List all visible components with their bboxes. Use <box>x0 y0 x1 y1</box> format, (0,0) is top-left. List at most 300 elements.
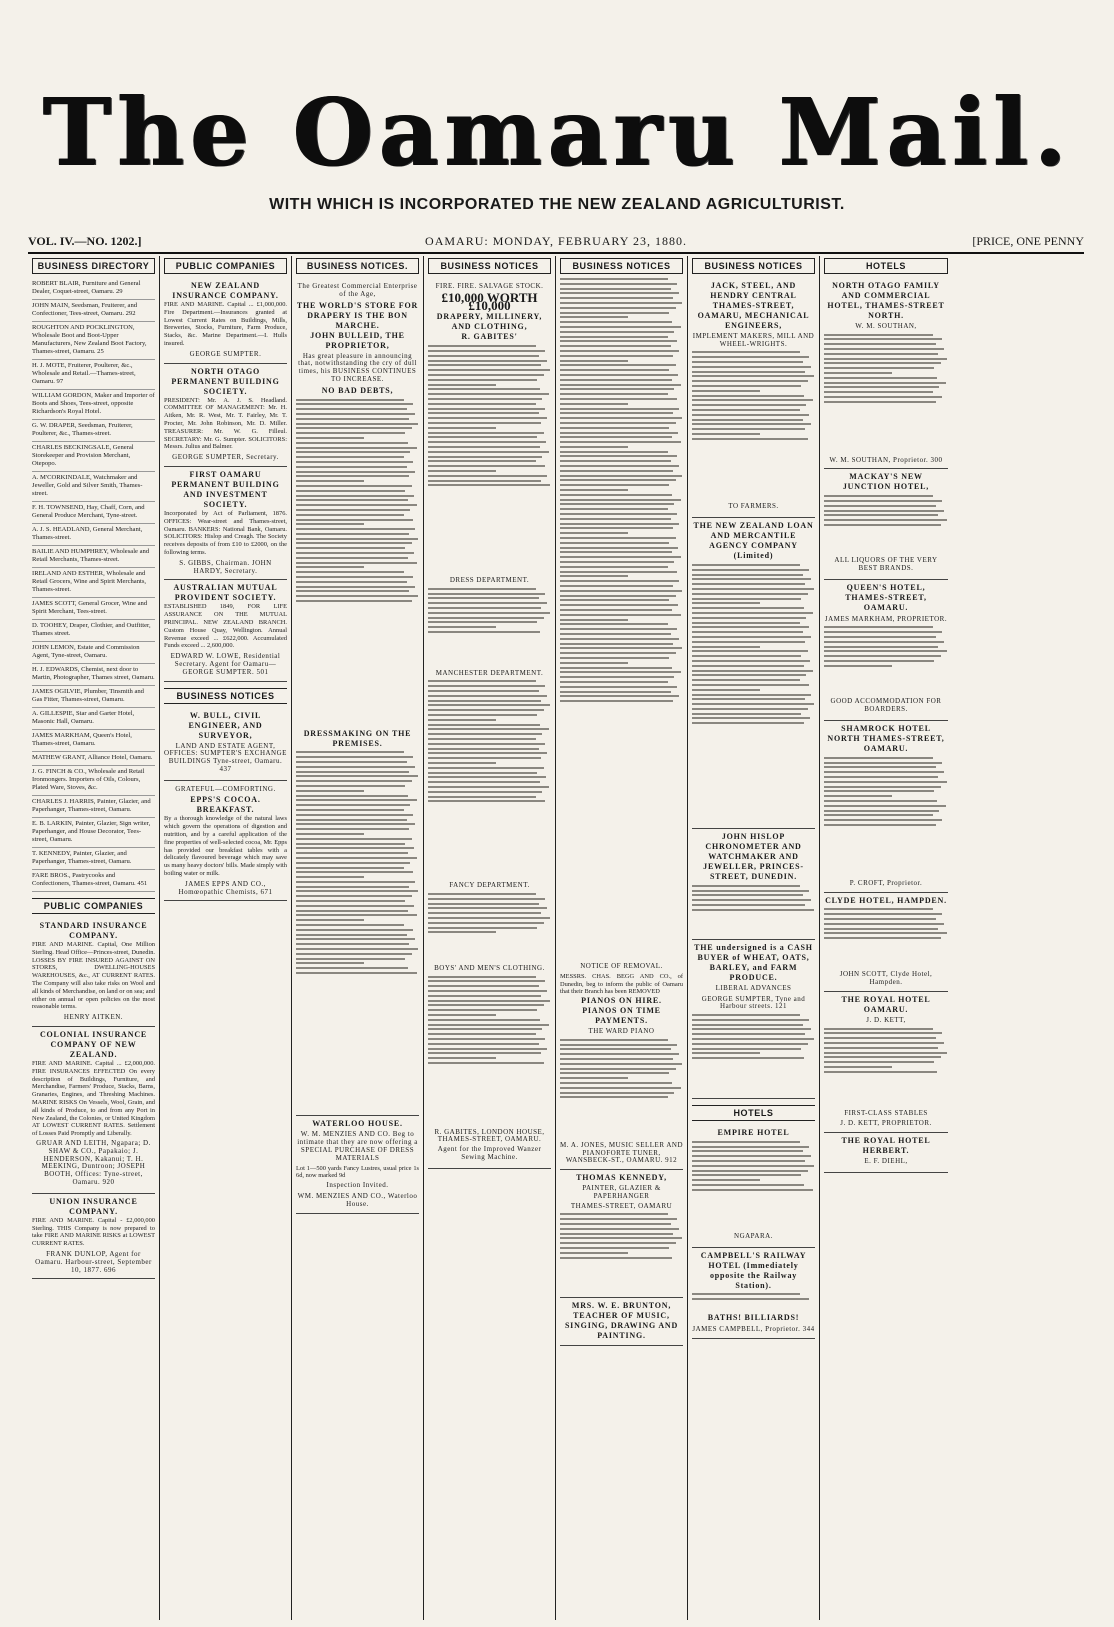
print-line <box>692 655 801 657</box>
print-line <box>428 388 540 390</box>
print-line <box>692 665 804 667</box>
print-line <box>428 460 536 462</box>
print-line <box>824 650 947 652</box>
campbells-hotel-ad <box>692 1248 815 1340</box>
print-line <box>428 398 542 400</box>
ad-text-block <box>296 399 419 729</box>
ad-lot: Lot 1—500 yards Fancy Lustres, usual price 1s 6d, now marked 9d <box>296 1164 419 1180</box>
ad-signature: GEORGE SUMPTER, Tyne and Harbour streets. 121 <box>701 994 806 1011</box>
print-line <box>692 1052 760 1054</box>
print-line <box>824 343 936 345</box>
print-line <box>428 626 496 628</box>
print-line <box>428 470 496 472</box>
print-line <box>692 1141 800 1143</box>
print-line <box>296 595 418 597</box>
print-line <box>824 786 941 788</box>
ad-text-block <box>824 626 948 696</box>
ad-proprietor: W. M. SOUTHAN, <box>855 322 917 330</box>
print-line <box>824 1042 944 1044</box>
ad-text-block <box>692 564 815 824</box>
print-line <box>560 374 678 376</box>
print-line <box>296 958 405 960</box>
print-line <box>428 917 550 919</box>
print-line <box>560 312 669 314</box>
ad-title: EMPIRE HOTEL <box>717 1127 790 1137</box>
ad-signature: JOHN SCOTT, Clyde Hotel, Hampden. <box>839 970 933 987</box>
print-line <box>824 665 892 667</box>
ad-signature: S. GIBBS, Chairman. JOHN HARDY, Secretary. <box>179 558 272 575</box>
ad-subhead: TO FARMERS. <box>728 502 779 511</box>
print-line <box>692 574 803 576</box>
print-line <box>428 597 539 599</box>
print-line <box>692 409 800 411</box>
ad-caption: FIRE. FIRE. SALVAGE STOCK. <box>435 282 544 290</box>
print-line <box>560 676 674 678</box>
print-line <box>428 379 537 381</box>
print-line <box>296 504 417 506</box>
print-line <box>824 655 941 657</box>
print-line <box>560 278 668 280</box>
ad-subhead: DRESSMAKING ON THE PREMISES. <box>303 728 412 748</box>
ad-subhead: BOYS' AND MEN'S CLOTHING. <box>434 963 545 972</box>
hislop-watchmaker-ad <box>692 829 815 940</box>
print-line <box>296 814 413 816</box>
ad-text-block <box>824 908 948 968</box>
print-line <box>296 557 408 559</box>
print-line <box>560 417 682 419</box>
print-line <box>560 336 668 338</box>
print-line <box>560 652 676 654</box>
print-line <box>692 636 811 638</box>
print-line <box>296 475 409 477</box>
ad-text-block <box>824 495 948 555</box>
print-line <box>428 1048 547 1050</box>
print-line <box>560 427 669 429</box>
waterloo-house-ad <box>296 1116 419 1213</box>
masthead <box>0 0 1114 240</box>
print-line <box>692 351 800 353</box>
print-line <box>824 1056 941 1058</box>
print-line <box>428 1014 496 1016</box>
print-line <box>692 698 805 700</box>
print-line <box>692 569 809 571</box>
print-line <box>428 456 542 458</box>
section-heading: PUBLIC COMPANIES <box>32 898 155 914</box>
print-line <box>692 641 805 643</box>
print-line <box>692 904 805 906</box>
ad-signature: FRANK DUNLOP, Agent for Oamaru. Harbour-street, September 10, 1877. 696 <box>35 1249 152 1274</box>
print-line <box>824 382 946 384</box>
print-line <box>296 843 405 845</box>
print-line <box>296 590 409 592</box>
print-line <box>824 386 939 388</box>
print-line <box>428 475 547 477</box>
ad-signature: M. A. JONES, MUSIC SELLER AND PIANOFORTE TUNER, WANSBECK-ST., OAMARU. 912 <box>560 1140 684 1165</box>
print-line <box>560 288 671 290</box>
ad-subhead: PIANOS ON TIME PAYMENTS. <box>582 1006 661 1026</box>
ad-body: LAND AND ESTATE AGENT, OFFICES: SUMPTER'S EXCHANGE BUILDINGS Tyne-street, Oamaru. 437 <box>164 741 287 773</box>
print-line <box>692 390 760 392</box>
print-line <box>824 805 946 807</box>
print-line <box>296 418 409 420</box>
print-line <box>428 1024 549 1026</box>
print-line <box>824 776 938 778</box>
print-line <box>296 499 408 501</box>
ad-title: CLYDE HOTEL, HAMPDEN. <box>825 895 947 905</box>
print-line <box>692 564 800 566</box>
print-line <box>296 809 404 811</box>
ad-text-block <box>824 1028 948 1108</box>
ad-title: CAMPBELL'S RAILWAY HOTEL (Immediately opposite the Railway Station). <box>700 1250 807 1290</box>
print-line <box>560 479 676 481</box>
print-line <box>560 494 672 496</box>
print-line <box>824 372 892 374</box>
print-line <box>296 538 418 540</box>
ad-text-block <box>692 885 815 935</box>
ad-signature: W. M. SOUTHAN, Proprietor. 300 <box>829 455 943 464</box>
print-line <box>692 1298 809 1300</box>
print-line <box>296 785 405 787</box>
print-line <box>560 1257 672 1259</box>
directory-entry: FARE BROS., Pastrycooks and Confectioners, Thames-street, Oamaru. 451 <box>32 870 155 892</box>
print-line <box>692 617 806 619</box>
ad-title: THE ROYAL HOTEL HERBERT. <box>841 1136 931 1156</box>
ad-signature: HENRY AITKEN. <box>63 1013 124 1022</box>
ad-signature: J. D. KETT, PROPRIETOR. <box>840 1119 932 1128</box>
print-line <box>692 885 800 887</box>
print-line <box>824 495 933 497</box>
directory-entry: WILLIAM GORDON, Maker and Importer of Boots and Shoes, Tees-street, opposite Richardson's Royal Hotel. <box>32 390 155 420</box>
print-line <box>428 912 541 914</box>
print-line <box>824 338 942 340</box>
print-line <box>428 355 539 357</box>
ad-subhead: FANCY DEPARTMENT. <box>449 881 530 890</box>
print-line <box>296 910 408 912</box>
print-line <box>692 1019 809 1021</box>
print-line <box>692 598 801 600</box>
directory-entry: JAMES SCOTT, General Grocer, Wine and Spirit Merchant, Tees-street. <box>32 598 155 620</box>
print-line <box>560 671 681 673</box>
print-line <box>560 408 679 410</box>
ad-subhead: FIRST-CLASS STABLES <box>844 1108 928 1117</box>
print-line <box>824 937 941 939</box>
print-line <box>428 427 496 429</box>
print-line <box>560 1252 628 1254</box>
print-line <box>692 1043 808 1045</box>
section-heading: BUSINESS NOTICES <box>164 688 287 704</box>
print-line <box>560 585 673 587</box>
standard-insurance-ad <box>32 918 155 1027</box>
directory-entry: A. GILLESPIE, Star and Garter Hotel, Masonic Hall, Oamaru. <box>32 708 155 730</box>
print-line <box>692 684 809 686</box>
print-line <box>560 633 671 635</box>
directory-entry: ROUGHTON AND POCKLINGTON, Wholesale Boot and Boot-Upper Manufacturers, New Zealand Boot Factory, Thames-street, Oamaru. 25 <box>32 322 155 360</box>
print-line <box>560 1242 676 1244</box>
print-line <box>560 566 668 568</box>
print-line <box>560 691 671 693</box>
print-line <box>428 1062 544 1064</box>
print-line <box>560 345 671 347</box>
print-line <box>824 510 944 512</box>
print-line <box>560 470 673 472</box>
print-line <box>428 1000 550 1002</box>
print-line <box>428 786 549 788</box>
ad-body: W. M. MENZIES AND CO. Beg to intimate that they are now offering a SPECIAL PURCHASE OF DRESS MATERIALS <box>297 1130 418 1162</box>
print-line <box>428 1038 545 1040</box>
ad-text-block <box>824 334 948 454</box>
print-line <box>296 867 404 869</box>
print-line <box>560 619 628 621</box>
print-line <box>692 1155 811 1157</box>
print-line <box>560 1092 674 1094</box>
ad-text-block <box>296 751 419 1111</box>
directory-entry: J. G. FINCH & CO., Wholesale and Retail Ironmongers. Importers of Oils, Colours, Plated Ware, Stoves, &c. <box>32 766 155 796</box>
print-line <box>428 733 542 735</box>
print-line <box>824 505 936 507</box>
print-line <box>824 660 934 662</box>
ad-proprietor: E. F. DIEHL, <box>864 1157 908 1166</box>
ad-proprietor: JAMES MARKHAM, PROPRIETOR. <box>824 614 948 623</box>
print-line <box>692 626 809 628</box>
directory-entry: JAMES MARKHAM, Queen's Hotel, Thames-street, Oamaru. <box>32 730 155 752</box>
ad-text-block <box>428 680 551 880</box>
business-directory <box>32 278 155 892</box>
print-line <box>560 451 668 453</box>
mackays-hotel-ad <box>824 469 948 579</box>
print-line <box>428 738 536 740</box>
print-line <box>296 795 408 797</box>
print-line <box>560 695 679 697</box>
print-line <box>692 703 814 705</box>
print-line <box>692 438 808 440</box>
print-line <box>692 1028 811 1030</box>
print-line <box>824 396 942 398</box>
print-line <box>428 685 545 687</box>
print-line <box>692 1170 808 1172</box>
print-line <box>692 607 804 609</box>
print-line <box>296 586 415 588</box>
print-line <box>692 1150 803 1152</box>
print-line <box>428 781 540 783</box>
print-line <box>428 602 547 604</box>
print-line <box>824 795 892 797</box>
print-line <box>428 903 539 905</box>
print-line <box>824 1032 942 1034</box>
print-line <box>560 604 678 606</box>
print-line <box>428 451 549 453</box>
print-line <box>296 408 407 410</box>
print-line <box>692 1033 805 1035</box>
print-line <box>296 924 404 926</box>
print-line <box>296 403 413 405</box>
print-line <box>692 593 808 595</box>
print-line <box>296 542 412 544</box>
column-heading: HOTELS <box>824 258 948 274</box>
print-line <box>428 931 496 933</box>
print-line <box>560 1096 668 1098</box>
print-line <box>560 1247 669 1249</box>
print-line <box>296 432 405 434</box>
directory-entry: H. J. EDWARDS, Chemist, next door to Martin, Photographer, Thames street, Oamaru. <box>32 664 155 686</box>
print-line <box>296 581 407 583</box>
print-line <box>428 422 541 424</box>
print-line <box>824 1028 933 1030</box>
print-line <box>692 1189 813 1191</box>
print-line <box>824 646 938 648</box>
print-line <box>560 364 676 366</box>
ad-body: Has great pleasure in announcing that, notwithstanding the cry of dull times, his BUSINESS CONTINUES TO INCREASE. <box>298 351 417 383</box>
print-line <box>824 824 936 826</box>
print-line <box>428 976 536 978</box>
print-line <box>560 432 678 434</box>
ad-subhead: ALL LIQUORS OF THE VERY BEST BRANDS. <box>834 556 938 572</box>
print-line <box>428 408 545 410</box>
print-line <box>824 401 936 403</box>
print-line <box>560 628 677 630</box>
ad-signature: GEORGE SUMPTER, Secretary. <box>172 453 279 462</box>
ad-amount: £10,000 WORTH £10,000 <box>441 289 538 313</box>
print-line <box>824 524 941 526</box>
print-line <box>428 800 545 802</box>
print-line <box>428 1052 541 1054</box>
print-line <box>560 643 673 645</box>
print-line <box>560 686 677 688</box>
print-line <box>428 1004 544 1006</box>
directory-entry: JOHN LEMON, Estate and Commission Agent, Tyne-street, Oamaru. <box>32 642 155 664</box>
begg-removal-ad <box>560 958 683 1170</box>
print-line <box>824 800 937 802</box>
epps-cocoa-ad <box>164 781 287 902</box>
print-line <box>824 348 944 350</box>
ad-title: DRAPERY, MILLINERY, AND CLOTHING, <box>436 312 543 332</box>
directory-entry: A. J. S. HEADLAND, General Merchant, Thames-street. <box>32 524 155 546</box>
print-line <box>824 762 942 764</box>
print-line <box>824 641 944 643</box>
print-line <box>296 485 412 487</box>
print-line <box>428 724 540 726</box>
print-line <box>692 423 811 425</box>
newspaper-subtitle: WITH WHICH IS INCORPORATED THE NEW ZEALAND AGRICULTURIST. <box>269 196 845 213</box>
ad-text-block <box>692 1014 815 1094</box>
print-line <box>560 441 681 443</box>
ad-subhead: GOOD ACCOMMODATION FOR BOARDERS. <box>830 697 942 714</box>
print-line <box>560 316 628 318</box>
first-oamaru-building-society-ad <box>164 467 287 580</box>
print-line <box>428 1009 537 1011</box>
bull-engineer-ad <box>164 708 287 781</box>
print-line <box>692 1184 804 1186</box>
print-line <box>560 1237 682 1239</box>
print-line <box>560 475 682 477</box>
loan-agency-ad <box>692 518 815 829</box>
print-line <box>296 857 417 859</box>
empire-hotel-ad <box>692 1125 815 1248</box>
print-line <box>824 932 947 934</box>
print-line <box>560 551 672 553</box>
ad-text-block <box>428 893 551 963</box>
print-line <box>296 423 418 425</box>
print-line <box>824 757 933 759</box>
print-line <box>692 1146 809 1148</box>
print-line <box>824 631 942 633</box>
print-line <box>560 436 672 438</box>
print-line <box>428 762 496 764</box>
column-heading: BUSINESS NOTICES <box>428 258 551 274</box>
print-line <box>824 353 938 355</box>
print-line <box>692 894 803 896</box>
print-line <box>560 350 679 352</box>
print-line <box>692 578 811 580</box>
print-line <box>428 985 539 987</box>
print-line <box>560 283 677 285</box>
print-line <box>428 446 540 448</box>
print-line <box>560 398 677 400</box>
print-line <box>692 428 805 430</box>
jack-steel-hendry-ad <box>692 278 815 518</box>
north-otago-hotel-ad <box>824 278 948 469</box>
ad-title: SHAMROCK HOTEL NORTH THAMES-STREET, OAMARU. <box>827 723 945 753</box>
ad-caption: Agent for the Improved Wanzer Sewing Machine. <box>437 1145 542 1161</box>
print-line <box>692 631 803 633</box>
print-line <box>428 432 544 434</box>
brunton-music-ad <box>560 1298 683 1346</box>
print-line <box>560 662 628 664</box>
ad-signature: EDWARD W. LOWE, Residential Secretary. Agent for Oamaru—GEORGE SUMPTER. 501 <box>170 652 281 676</box>
kennedy-painter-ad <box>560 1170 683 1298</box>
print-line <box>560 460 671 462</box>
print-line <box>428 927 537 929</box>
ad-title: AUSTRALIAN MUTUAL PROVIDENT SOCIETY. <box>173 583 278 603</box>
ad-signature: GEORGE SUMPTER. <box>189 349 262 358</box>
ad-text-block <box>692 1293 815 1313</box>
ad-agents: GRUAR AND LEITH, Ngapara; D. SHAW & CO., Papakaio; J. HENDERSON, Kakanui; T. H. MEEKING, Duntroon; JOSEPH BOOTH, Offices: Tyne-street, Oamaru. 920 <box>36 1138 151 1186</box>
column-2 <box>160 256 292 1620</box>
print-line <box>824 519 947 521</box>
print-line <box>428 621 537 623</box>
print-line <box>824 1061 934 1063</box>
north-otago-building-society-ad <box>164 364 287 467</box>
print-line <box>560 1233 673 1235</box>
header-rule <box>28 252 1084 254</box>
print-line <box>428 617 544 619</box>
print-line <box>428 757 541 759</box>
ad-body: ESTABLISHED 1849, FOR LIFE ASSURANCE ON THE MUTUAL PRINCIPAL. NEW ZEALAND BRANCH. Custom House Quay, Wellington. Annual Revenue exceed ... £622,000. Accumulated Funds exceed ... 2,600,000. <box>164 603 287 650</box>
print-line <box>560 355 673 357</box>
print-line <box>692 708 808 710</box>
print-line <box>428 1033 536 1035</box>
print-line <box>428 990 547 992</box>
ad-title: MRS. W. E. BRUNTON, TEACHER OF MUSIC, SINGING, DRAWING AND PAINTING. <box>564 1301 679 1341</box>
print-line <box>560 1058 673 1060</box>
print-line <box>428 384 496 386</box>
print-line <box>560 455 677 457</box>
print-line <box>296 576 413 578</box>
print-line <box>560 537 676 539</box>
print-line <box>296 790 364 792</box>
print-line <box>296 881 415 883</box>
print-line <box>560 575 628 577</box>
print-line <box>692 717 810 719</box>
ad-body: MESSRS. CHAS. BEGG AND CO., of Dunedin, beg to inform the public of Oamaru that their Branch has been REMOVED <box>560 972 683 996</box>
issue-date: OAMARU: MONDAY, FEBRUARY 23, 1880. <box>425 234 687 248</box>
print-line <box>296 775 418 777</box>
print-line <box>824 908 933 910</box>
print-line <box>692 713 801 715</box>
bon-marche-ad <box>296 278 419 1116</box>
print-line <box>824 636 936 638</box>
print-line <box>296 495 414 497</box>
column-heading: PUBLIC COMPANIES <box>164 258 287 274</box>
